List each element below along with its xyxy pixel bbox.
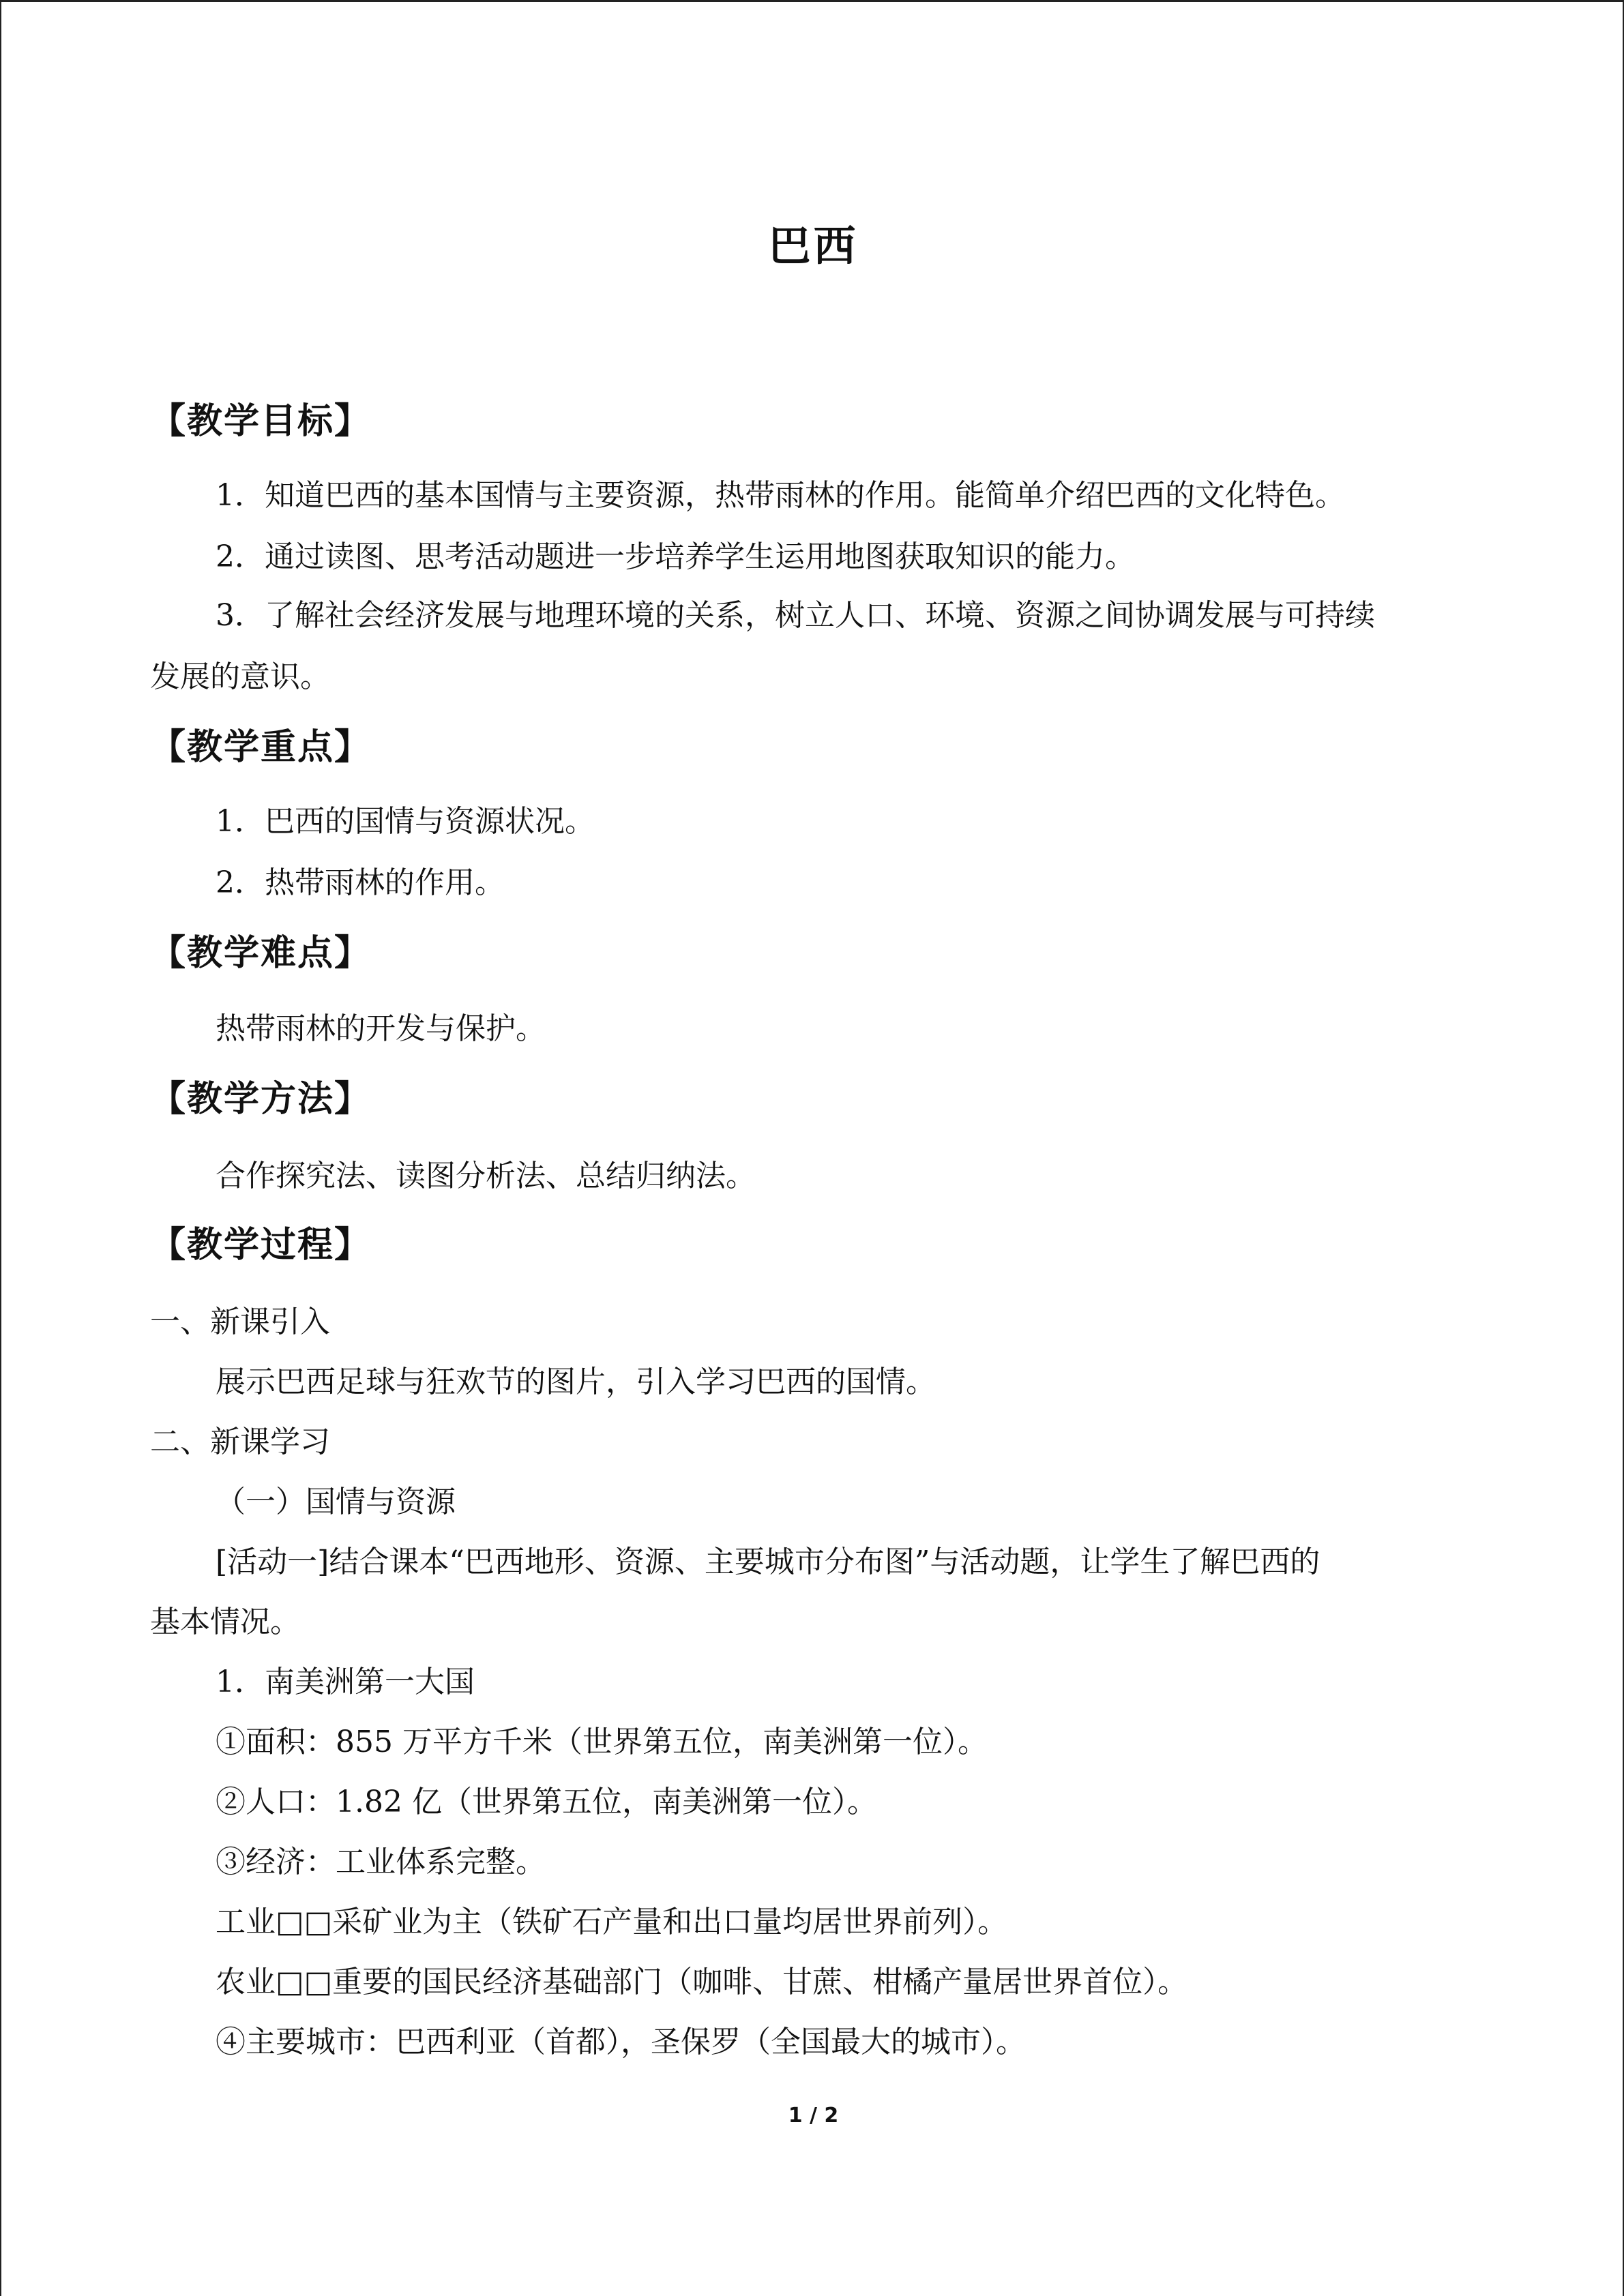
key-point-item-1: 1．巴西的国情与资源状况。 bbox=[216, 804, 595, 839]
section-heading-objectives: 【教学目标】 bbox=[150, 401, 372, 442]
process-line-4: （一）国情与资源 bbox=[216, 1485, 456, 1519]
process-line-3: 二、新课学习 bbox=[150, 1425, 330, 1459]
page-number: 1 / 2 bbox=[788, 2104, 839, 2128]
process-line-13: ④主要城市：巴西利亚（首都），圣保罗（全国最大的城市）。 bbox=[216, 2025, 1026, 2059]
section-heading-process: 【教学过程】 bbox=[150, 1225, 372, 1266]
section-heading-key-points: 【教学重点】 bbox=[150, 727, 372, 768]
process-line-7: 1．南美洲第一大国 bbox=[216, 1665, 475, 1699]
process-line-9: ②人口：1.82 亿（世界第五位，南美洲第一位）。 bbox=[216, 1785, 877, 1819]
objective-item-1: 1．知道巴西的基本国情与主要资源，热带雨林的作用。能简单介绍巴西的文化特色。 bbox=[216, 478, 1345, 513]
section-heading-methods: 【教学方法】 bbox=[150, 1079, 372, 1120]
process-line-8: ①面积：855 万平方千米（世界第五位，南美洲第一位）。 bbox=[216, 1725, 988, 1759]
objective-item-3-continued: 发展的意识。 bbox=[150, 659, 330, 694]
objective-item-3: 3．了解社会经济发展与地理环境的关系，树立人口、环境、资源之间协调发展与可持续 bbox=[216, 598, 1375, 633]
objective-item-2: 2．通过读图、思考活动题进一步培养学生运用地图获取知识的能力。 bbox=[216, 539, 1135, 574]
document-title: 巴西 bbox=[768, 221, 859, 271]
process-line-11: 工业□□采矿业为主（铁矿石产量和出口量均居世界前列）。 bbox=[216, 1905, 1008, 1939]
process-line-2: 展示巴西足球与狂欢节的图片，引入学习巴西的国情。 bbox=[216, 1365, 936, 1399]
method-item-1: 合作探究法、读图分析法、总结归纳法。 bbox=[216, 1159, 756, 1193]
difficulty-item-1: 热带雨林的开发与保护。 bbox=[216, 1011, 546, 1046]
process-line-12: 农业□□重要的国民经济基础部门（咖啡、甘蔗、柑橘产量居世界首位）。 bbox=[216, 1965, 1188, 1999]
key-point-item-2: 2．热带雨林的作用。 bbox=[216, 865, 505, 900]
process-line-10: ③经济：工业体系完整。 bbox=[216, 1845, 546, 1879]
process-line-5: [活动一]结合课本“巴西地形、资源、主要城市分布图”与活动题，让学生了解巴西的 bbox=[216, 1545, 1320, 1579]
process-line-6: 基本情况。 bbox=[150, 1605, 300, 1639]
process-line-1: 一、新课引入 bbox=[150, 1304, 330, 1339]
section-heading-difficulties: 【教学难点】 bbox=[150, 933, 372, 974]
